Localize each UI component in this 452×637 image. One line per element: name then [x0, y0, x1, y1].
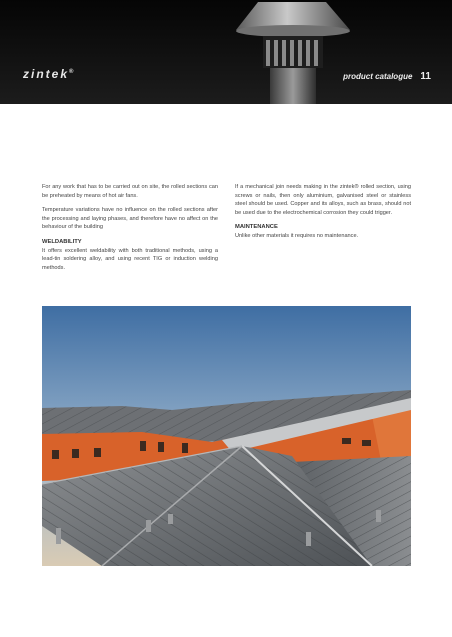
right-column	[235, 183, 411, 247]
page-number: 11	[420, 71, 431, 82]
paragraph-weldability: It offers excellent weldability with both traditional methods, using a lead-tin soldering alloy, and using recent TIG or induction welding methods.	[42, 247, 218, 271]
running-header	[343, 71, 431, 82]
left-column	[42, 183, 218, 278]
zintek-logo	[23, 67, 75, 81]
roof-illustration	[42, 306, 411, 566]
chimney-cap-photo	[0, 0, 452, 104]
paragraph-maintenance: Unlike other materials it requires no maintenance.	[235, 232, 359, 239]
paragraph-preheating: For any work that has to be carried out on site, the rolled sections can be preheated by means of hot air fans.	[42, 184, 218, 199]
heading-weldability: WELDABILITY	[42, 238, 82, 245]
header-banner	[0, 0, 452, 104]
paragraph-temperature: Temperature variations have no influence on the rolled sections after the processing and laying phases, and therefore have no affect on the behaviour of the building	[42, 207, 218, 231]
section-title: product catalogue	[343, 72, 413, 81]
registered-mark: ®	[69, 69, 76, 75]
brand-text: zintek	[23, 67, 70, 81]
heading-maintenance: MAINTENANCE	[235, 224, 278, 231]
paragraph-mechanical-join: If a mechanical join needs making in the zintek® rolled section, using screws or nails, then only aluminium, galvanised steel or stainless steel should be used. Copper and its alloys, such as brass, should not be used due to the electrochemical corrosion they could trigger.	[235, 184, 411, 216]
zinc-roof-photo	[42, 306, 411, 566]
